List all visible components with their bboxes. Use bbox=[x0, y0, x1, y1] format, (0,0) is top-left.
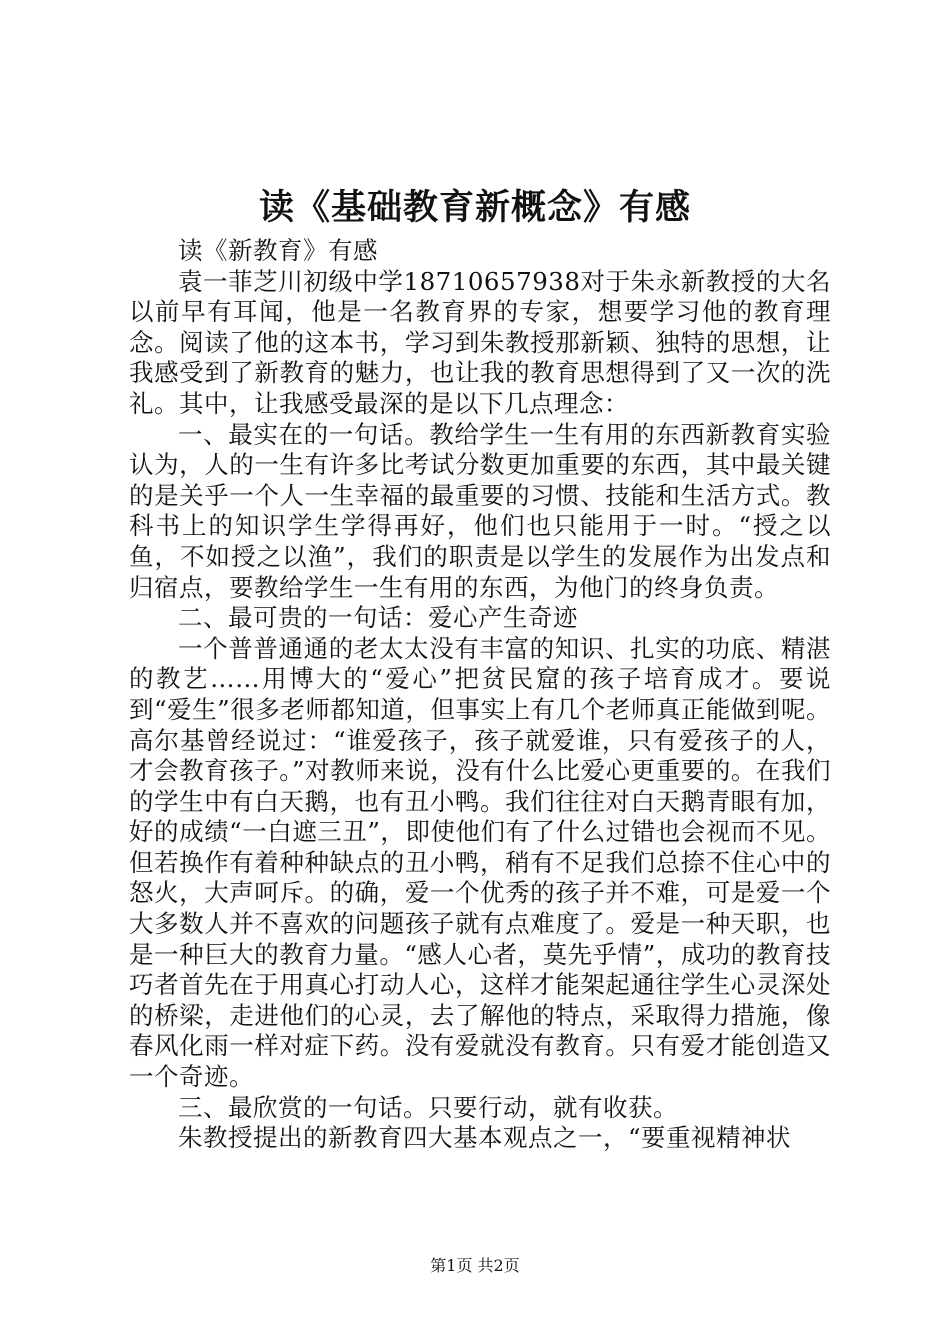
paragraph-point-three-body: 朱教授提出的新教育四大基本观点之一，“要重视精神状 bbox=[178, 1123, 792, 1153]
paragraph-intro: 袁一菲芝川初级中学18710657938对于朱永新教授的大名以前早有耳闻，他是一名教育界的专家，想要学习他的教育理念。阅读了他的这本书，学习到朱教授那新颖、独特的思想，让我感受到了新教育的魅力，也让我的教育思想得到了又一次的洗礼。其中，让我感受最深的是以下几点理念： bbox=[129, 266, 831, 418]
paragraph-subtitle: 读《新教育》有感 bbox=[178, 236, 378, 265]
paragraph-point-three-heading: 三、最欣赏的一句话。只要行动，就有收获。 bbox=[178, 1092, 678, 1122]
document-body bbox=[129, 236, 831, 1154]
page-number-footer: 第1页 共2页 bbox=[430, 1256, 520, 1275]
paragraph-point-two-heading: 二、最可贵的一句话：爱心产生奇迹 bbox=[178, 603, 578, 633]
paragraph-point-two-body: 一个普普通通的老太太没有丰富的知识、扎实的功底、精湛的教艺……用博大的“爱心”把贫民窟的孩子培育成才。要说到“爱生”很多老师都知道，但事实上有几个老师真正能做到呢。高尔基曾经说过：“谁爱孩子，孩子就爱谁，只有爱孩子的人，才会教育孩子。”对教师来说，没有什么比爱心更重要的。在我们的学生中有白天鹅，也有丑小鸭。我们往往对白天鹅青眼有加，好的成绩“一白遮三丑”，即使他们有了什么过错也会视而不见。但若换作有着种种缺点的丑小鸭，稍有不足我们总捺不住心中的怒火，大声呵斥。的确，爱一个优秀的孩子并不难，可是爱一个大多数人并不喜欢的问题孩子就有点难度了。爱是一种天职，也是一种巨大的教育力量。“感人心者，莫先乎情”，成功的教育技巧者首先在于用真心打动人心，这样才能架起通往学生心灵深处的桥梁，走进他们的心灵，去了解他的特点，采取得力措施，像春风化雨一样对症下药。没有爱就没有教育。只有爱才能创造又一个奇迹。 bbox=[129, 633, 831, 1092]
paragraph-point-one: 一、最实在的一句话。教给学生一生有用的东西新教育实验认为，人的一生有许多比考试分数更加重要的东西，其中最关键的是关乎一个人一生幸福的最重要的习惯、技能和生活方式。教科书上的知识学生学得再好，他们也只能用于一时。“授之以鱼，不如授之以渔”，我们的职责是以学生的发展作为出发点和归宿点，要教给学生一生有用的东西，为他门的终身负责。 bbox=[129, 419, 831, 602]
document-title: 读《基础教育新概念》有感 bbox=[258, 187, 691, 228]
